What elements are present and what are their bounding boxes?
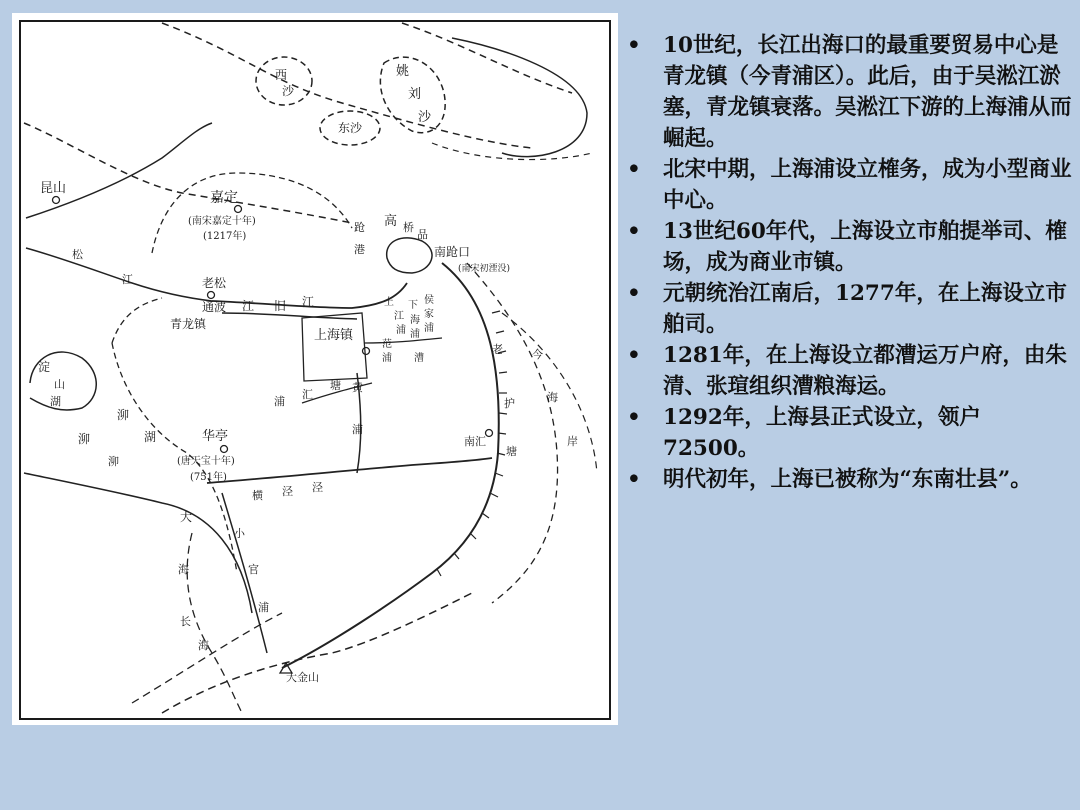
label-heng-1: 横 <box>252 489 263 502</box>
label-yaoliusha-1: 姚 <box>396 64 410 79</box>
label-gaoqiao-2: 桥 <box>403 221 414 234</box>
label-huangpu-1: 黄 <box>352 381 363 394</box>
bullet-text: 明代初年，上海已被称为“东南壮县”。 <box>663 467 1032 492</box>
bullet-glyph: • <box>627 157 641 182</box>
label-xia-2: 海 <box>410 315 420 326</box>
label-xia-1: 下 <box>408 300 418 311</box>
label-wusong-1: 松 <box>72 248 83 261</box>
label-changshui-1: 长 <box>180 615 191 628</box>
label-shang-3: 浦 <box>396 325 406 336</box>
bullet-glyph: • <box>627 343 641 368</box>
label-heng-3: 泾 <box>312 481 323 494</box>
label-jiading: 嘉定 <box>210 190 238 206</box>
label-shang-1: 上 <box>384 297 394 308</box>
label-huating-year: (751年) <box>190 472 227 483</box>
bullet-list <box>626 30 1076 495</box>
label-xisha-2: 沙 <box>282 84 295 98</box>
label-mao-1: 泖 <box>108 455 119 468</box>
label-yaoliusha-3: 沙 <box>418 110 432 125</box>
label-nanhui: 南汇 <box>464 435 486 448</box>
label-yaoliusha-2: 刘 <box>408 87 422 102</box>
map-border <box>20 21 610 719</box>
label-tongjiang: 通波 <box>202 300 227 314</box>
label-changshui-2: 海 <box>198 639 209 652</box>
bullet-glyph: • <box>627 281 641 306</box>
label-xiaoguan-1: 小 <box>234 527 245 540</box>
label-huating-note: (唐天宝十年) <box>177 456 235 467</box>
label-laohu-3: 塘 <box>506 445 517 458</box>
label-fan-2: 浦 <box>382 353 392 364</box>
bullet-item <box>626 154 1076 216</box>
bullet-item <box>626 216 1076 278</box>
label-dahu-2: 海 <box>178 563 189 576</box>
label-jiang-2: 旧 <box>274 299 287 313</box>
label-jiao-3: 浦 <box>424 323 434 334</box>
historical-map <box>12 13 618 725</box>
label-wusong-2: 江 <box>122 273 133 286</box>
bullet-glyph: • <box>627 33 641 58</box>
label-laohu-1: 老 <box>492 343 503 356</box>
label-laohu-2: 护 <box>504 397 515 410</box>
bullet-item <box>626 464 1076 495</box>
bullet-glyph: • <box>627 405 641 430</box>
label-caoshui-1: 漕 <box>414 353 424 364</box>
label-nanqiao: 南跄口 <box>434 245 471 259</box>
bullet-text: 1292年，上海县正式设立，领户72500。 <box>663 405 981 461</box>
label-qinglongzhen: 青龙镇 <box>170 317 207 331</box>
label-dianshanhu-1: 淀 <box>38 360 51 374</box>
label-jiang-1: 江 <box>242 299 255 313</box>
bullet-text: 1281年，在上海设立都漕运万户府，由朱清、张瑄组织漕粮海运。 <box>663 343 1067 399</box>
label-xia-3: 浦 <box>410 329 420 340</box>
label-gaoqiao-3: 品 <box>417 228 428 241</box>
laosong-marker <box>208 292 215 299</box>
shanghaizhen-marker <box>363 348 370 355</box>
label-laosong: 老松 <box>202 276 227 290</box>
jiading-marker <box>235 206 242 213</box>
bullet-text: 10世纪，长江出海口的最重要贸易中心是青龙镇（今青浦区）。此后，由于吴淞江淤塞，青龙镇衰落。吴淞江下游的上海浦从而崛起。 <box>663 33 1072 151</box>
bullet-item <box>626 278 1076 340</box>
label-dianshanhu-2: 山 <box>54 378 65 391</box>
label-xisha-1: 西 <box>275 68 288 82</box>
label-haian-1: 海 <box>547 391 558 404</box>
label-haian-2: 岸 <box>567 435 578 448</box>
label-xiaoguan-2: 官 <box>248 563 259 576</box>
label-huangpu-2: 浦 <box>352 423 363 436</box>
label-jiang-3: 江 <box>302 295 315 309</box>
label-huating: 华亭 <box>202 429 229 444</box>
label-xiaohe-3: 塘 <box>330 379 341 392</box>
bullet-glyph: • <box>627 467 641 492</box>
bullet-glyph: • <box>627 219 641 244</box>
label-jiao-1: 侯 <box>424 295 434 306</box>
label-fan-1: 范 <box>382 339 392 350</box>
label-dajinshan: 大金山 <box>286 671 319 684</box>
label-heng-2: 泾 <box>282 485 293 498</box>
label-ji-1: 今 <box>532 348 543 361</box>
label-xiaohe-2: 汇 <box>302 388 313 401</box>
bullet-text: 13世纪60年代，上海设立市舶提举司、榷场，成为商业市镇。 <box>663 219 1067 275</box>
label-nanqiao-note: (南宋初湮没) <box>458 264 511 274</box>
kunshan-marker <box>53 197 60 204</box>
bullet-text: 北宋中期，上海浦设立榷务，成为小型商业中心。 <box>663 157 1072 213</box>
label-shang-2: 江 <box>394 311 404 322</box>
label-shanghaizhen: 上海镇 <box>314 328 354 343</box>
label-gaoqiao-1: 高 <box>384 214 398 229</box>
label-lianghu-2: 湖 <box>144 430 157 444</box>
nanhui-marker <box>486 430 493 437</box>
label-jiao-2: 家 <box>424 309 434 320</box>
bullet-item <box>626 402 1076 464</box>
label-lianghu-1: 泖 <box>117 408 130 422</box>
label-lanlu-1: 跄 <box>354 221 365 234</box>
label-dianshanhu-3: 湖 <box>50 395 61 408</box>
label-jiading-year: (1217年) <box>203 231 247 242</box>
label-kunshan: 昆山 <box>40 181 67 196</box>
label-xiaoguan-3: 浦 <box>258 601 269 614</box>
label-dahu-1: 大 <box>180 510 193 524</box>
label-huxi-1: 泖 <box>78 432 91 446</box>
label-dongsha: 东沙 <box>338 121 363 135</box>
huating-marker <box>221 446 228 453</box>
bullet-text: 元朝统治江南后，1277年，在上海设立市舶司。 <box>663 281 1067 337</box>
bullet-item <box>626 30 1076 154</box>
bullet-item <box>626 340 1076 402</box>
label-lanlu-2: 港 <box>354 243 365 256</box>
label-jiading-note: (南宋嘉定十年) <box>188 216 256 227</box>
map-image <box>12 13 618 725</box>
label-xiaohe-1: 浦 <box>274 395 285 408</box>
